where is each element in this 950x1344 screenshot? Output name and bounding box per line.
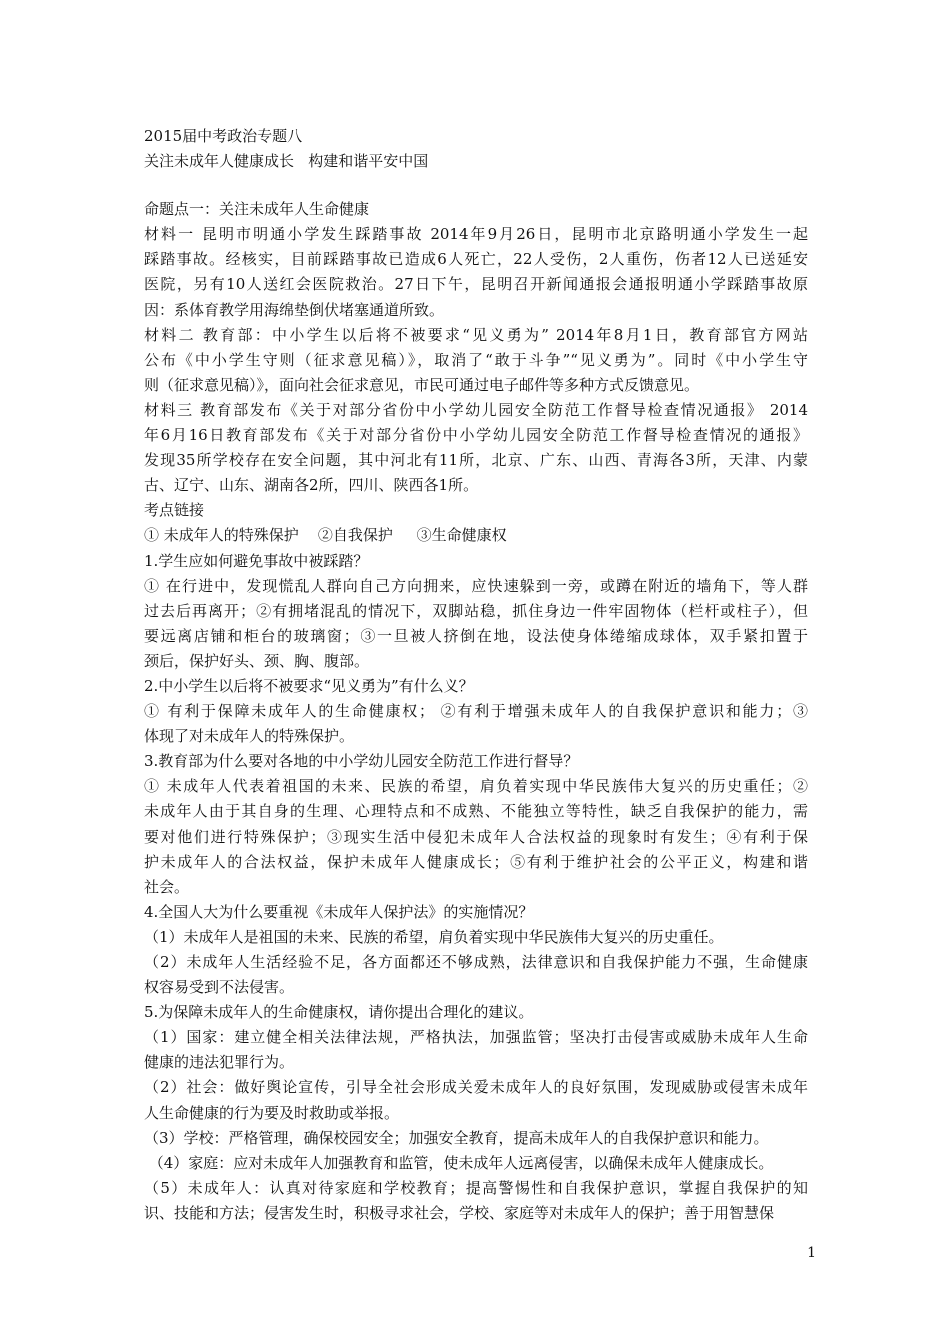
text-line: （2）社会：做好舆论宣传，引导全社会形成关爱未成年人的良好氛围，发现威胁或侵害未成年 [144,1078,808,1097]
text-line: 健康的违法犯罪行为。 [144,1053,295,1072]
text-line: 公布《中小学生守则（征求意见稿）》，取消了“敢于斗争”“见义勇为”。同时《中小学生守 [144,350,808,369]
text-line: 因：系体育教学用海绵垫倒伏堵塞通道所致。 [144,300,445,319]
text-line: 医院，另有10人送红会医院救治。27日下午，昆明召开新闻通报会通报明通小学踩踏事故原 [144,275,808,294]
text-line: 过去后再离开；②有拥堵混乱的情况下，双脚站稳，抓住身边一件牢固物体（栏杆或柱子），但 [144,601,808,620]
text-line: 体现了对未成年人的特殊保护。 [144,727,355,746]
text-line: 护未成年人的合法权益，保护未成年人健康成长；⑤有利于维护社会的公平正义，构建和谐 [144,852,808,871]
text-line: 4.全国人大为什么要重视《未成年人保护法》的实施情况？ [144,902,534,921]
text-line: 颈后，保护好头、颈、胸、腹部。 [144,651,370,670]
text-line: （1）国家：建立健全相关法律法规，严格执法，加强监管；坚决打击侵害或威胁未成年人生命 [144,1028,808,1047]
text-line: 5.为保障未成年人的生命健康权，请你提出合理化的建议。 [144,1003,534,1022]
blank-line [144,174,808,197]
text-line: 材料一 昆明市明通小学发生踩踏事故 2014年9月26日，昆明市北京路明通小学发生一起 [144,225,808,244]
text-line: 权容易受到不法侵害。 [144,978,295,997]
text-line: （4）家庭：应对未成年人加强教育和监管，使未成年人远离侵害，以确保未成年人健康成长。 [144,1153,774,1172]
document-subtitle: 关注未成年人健康成长 构建和谐平安中国 [144,152,429,171]
text-line: 则（征求意见稿）》，面向社会征求意见，市民可通过电子邮件等多种方式反馈意见。 [144,375,700,394]
text-line: 1.学生应如何避免事故中被踩踏？ [144,551,369,570]
text-line: 年6月16日教育部发布《关于对部分省份中小学幼儿园安全防范工作督导检查情况的通报》 [144,426,808,445]
page-number: 1 [807,1245,816,1261]
document-body [144,124,808,1226]
text-line: 踩踏事故。经核实，目前踩踏事故已造成6人死亡，22人受伤，2人重伤，伤者12人已送延安 [144,250,808,269]
text-line: ① 未成年人的特殊保护 ②自我保护 ③生命健康权 [144,526,507,545]
text-line: 命题点一：关注未成年人生命健康 [144,200,370,219]
text-line: （2）未成年人生活经验不足，各方面都还不够成熟，法律意识和自我保护能力不强，生命健康 [144,953,808,971]
text-line: 3.教育部为什么要对各地的中小学幼儿园安全防范工作进行督导？ [144,752,579,771]
text-line: ① 有利于保障未成年人的生命健康权； ②有利于增强未成年人的自我保护意识和能力；③ [144,702,808,721]
text-line: 考点链接 [144,501,205,520]
text-line: （5）未成年人：认真对待家庭和学校教育；提高警惕性和自我保护意识，掌握自我保护的知 [144,1178,808,1197]
text-line: 未成年人由于其自身的生理、心理特点和不成熟、不能独立等特性，缺乏自我保护的能力，需 [144,802,808,821]
text-line: 材料二 教育部：中小学生以后将不被要求“见义勇为” 2014年8月1日，教育部官方网站 [144,325,808,344]
text-line: （3）学校：严格管理，确保校园安全；加强安全教育，提高未成年人的自我保护意识和能力。 [144,1128,769,1147]
document-title: 2015届中考政治专题八 [144,127,303,145]
text-line: （1）未成年人是祖国的未来、民族的希望，肩负着实现中华民族伟大复兴的历史重任。 [144,927,724,946]
text-line: 发现35所学校存在安全问题，其中河北有11所，北京、广东、山西、青海各3所，天津、内蒙 [144,451,808,470]
text-line: ① 未成年人代表着祖国的未来、民族的希望，肩负着实现中华民族伟大复兴的历史重任；② [144,777,808,796]
text-line: 人生命健康的行为要及时救助或举报。 [144,1103,400,1122]
text-line: 社会。 [144,877,190,896]
text-line: 要对他们进行特殊保护；③现实生活中侵犯未成年人合法权益的现象时有发生；④有利于保 [144,827,808,846]
text-line: ① 在行进中，发现慌乱人群向自己方向拥来，应快速躲到一旁，或蹲在附近的墙角下，等人群 [144,576,808,595]
text-line: 古、辽宁、山东、湖南各2所，四川、陕西各1所。 [144,476,479,495]
text-line: 2.中小学生以后将不被要求“见义勇为”有什么义？ [144,676,474,695]
text-line: 材料三 教育部发布《关于对部分省份中小学幼儿园安全防范工作督导检查情况通报》 2014 [144,400,808,419]
text-line: 识、技能和方法；侵害发生时，积极寻求社会，学校、家庭等对未成年人的保护；善于用智慧保 [144,1203,775,1222]
text-line: 要远离店铺和柜台的玻璃窗；③一旦被人挤倒在地，设法使身体绻缩成球体，双手紧扣置于 [144,626,808,645]
body-lines [144,197,808,1226]
